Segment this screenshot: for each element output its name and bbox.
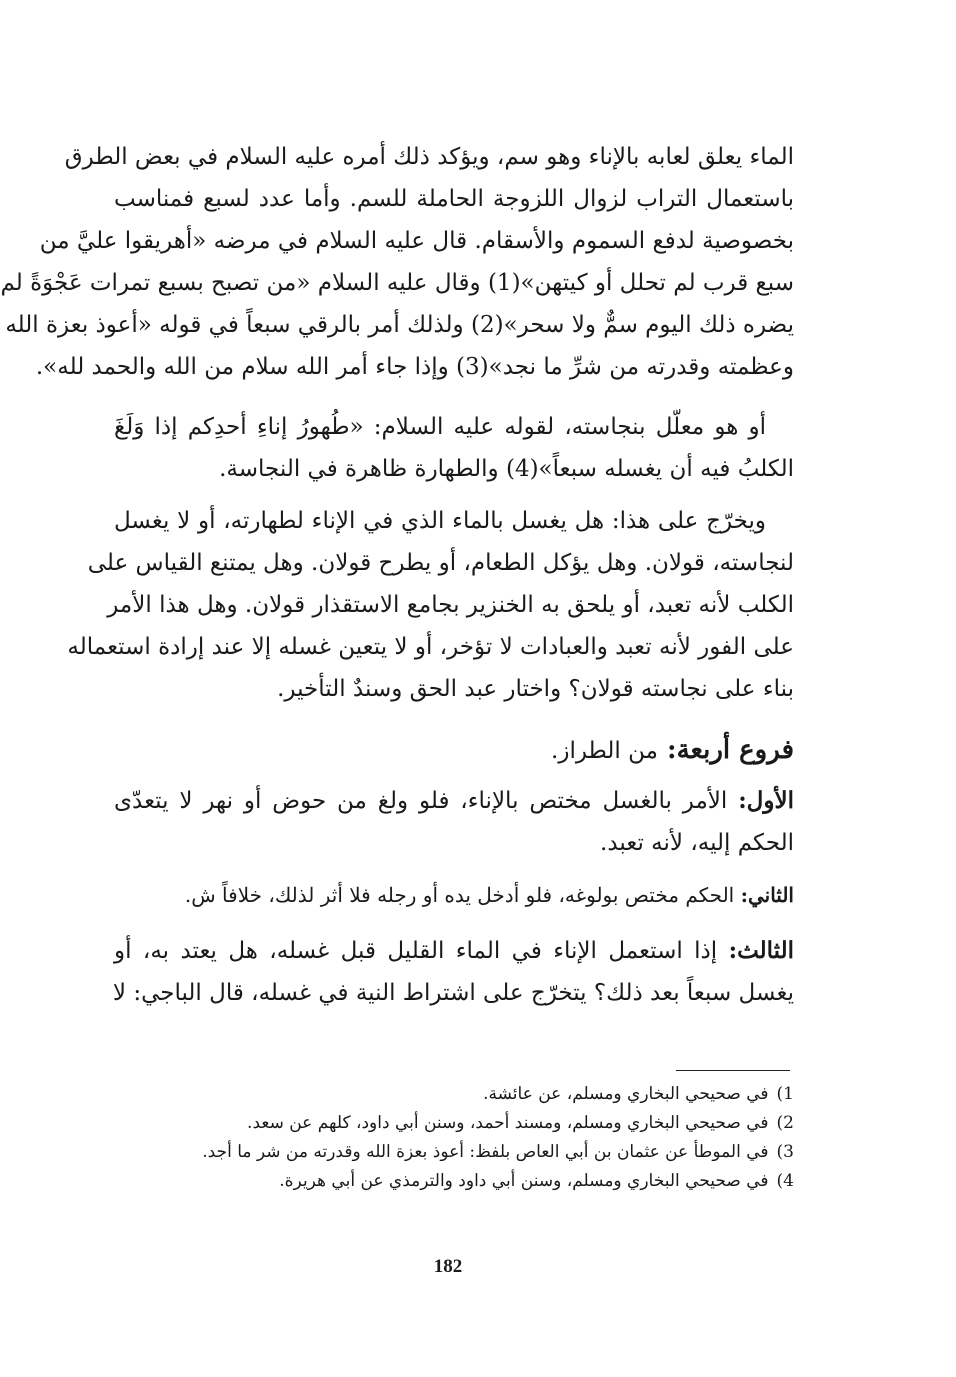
- text-line: بناء على نجاسته قولان؟ واختار عبد الحق وسندٌ التأخير.: [277, 676, 794, 702]
- branch-text: الأمر بالغسل مختص بالإناء، فلو ولغ من حوض أو نهر لا يتعدّى: [114, 788, 728, 814]
- text-line: يغسل سبعاً بعد ذلك؟ يتخرّج على اشتراط النية في غسله، قال الباجي: لا: [112, 980, 794, 1006]
- footnote-separator: [676, 1070, 790, 1071]
- paragraph-3: [67, 500, 794, 710]
- footnotes: [154, 1080, 794, 1196]
- text-line: [114, 780, 794, 822]
- branch-third: [114, 930, 794, 1014]
- footnote-1: [154, 1080, 794, 1109]
- footnote-4: [154, 1167, 794, 1196]
- branch-label: الثاني:: [740, 883, 794, 907]
- heading-source: من الطراز.: [551, 738, 658, 764]
- text-line: الحكم إليه، لأنه تعبد.: [600, 830, 794, 856]
- paragraph-2: [114, 406, 794, 490]
- branch-label: الأول:: [738, 787, 795, 814]
- footnote-text: في صحيحي البخاري ومسلم، عن عائشة.: [483, 1084, 769, 1104]
- branch-text: الحكم مختص بولوغه، فلو أدخل يده أو رجله فلا أثر لذلك، خلافاً ش.: [184, 883, 735, 907]
- text-line: الماء يعلق لعابه بالإناء وهو سم، ويؤكد ذلك أمره عليه السلام في بعض الطرق: [64, 144, 794, 170]
- footnote-number: 3): [776, 1142, 794, 1162]
- footnote-2: [154, 1109, 794, 1138]
- branch-text: إذا استعمل الإناء في الماء القليل قبل غسله، هل يعتد به، أو: [114, 938, 718, 964]
- text-line: يضره ذلك اليوم سمٌّ ولا سحر»(2) ولذلك أمر بالرقي سبعاً في قوله «أعوذ بعزة الله: [5, 312, 794, 338]
- footnote-3: [154, 1138, 794, 1167]
- text-line: على الفور لأنه تعبد والعبادات لا تؤخر، أو لا يتعين غسله إلا عند إرادة استعماله: [67, 634, 794, 660]
- branch-label: الثالث:: [728, 937, 795, 964]
- branch-first: [114, 780, 794, 864]
- heading-title: فروع أربعة:: [667, 735, 794, 765]
- text-line: الكلبُ فيه أن يغسله سبعاً»(4) والطهارة ظاهرة في النجاسة.: [219, 456, 794, 482]
- footnote-text: في صحيحي البخاري ومسلم، ومسند أحمد، وسنن أبي داود، كلهم عن سعد.: [247, 1113, 769, 1133]
- footnote-text: في صحيحي البخاري ومسلم، وسنن أبي داود والترمذي عن أبي هريرة.: [279, 1171, 769, 1191]
- footnote-number: 2): [776, 1113, 794, 1133]
- text-line: لنجاسته، قولان. وهل يؤكل الطعام، أو يطرح قولان. وهل يمتنع القياس على: [87, 550, 794, 576]
- text-line: الكلب لأنه تعبد، أو يلحق به الخنزير بجامع الاستقذار قولان. وهل هذا الأمر: [107, 592, 794, 618]
- section-heading: [551, 728, 794, 773]
- page-number: 182: [433, 1256, 463, 1277]
- text-line: [114, 930, 794, 972]
- text-line: بخصوصية لدفع السموم والأسقام. قال عليه السلام في مرضه «أهريقوا عليَّ من: [39, 228, 794, 254]
- paragraph-1: [0, 136, 794, 388]
- footnote-number: 1): [776, 1084, 794, 1104]
- footnote-text: في الموطأ عن عثمان بن أبي العاص بلفظ: أعوذ بعزة الله وقدرته من شر ما أجد.: [202, 1142, 769, 1162]
- text-line: أو هو معلّل بنجاسته، لقوله عليه السلام: «طُهورُ إناءِ أحدِكم إذا وَلَغَ: [114, 414, 766, 440]
- text-line: باستعمال التراب لزوال اللزوجة الحاملة للسم. وأما عدد لسبع فمناسب: [114, 186, 794, 212]
- text-line: سبع قرب لم تحلل أو كيتهن»(1) وقال عليه السلام «من تصبح بسبع تمرات عَجْوَةً لم: [0, 270, 794, 296]
- text-line: ويخرّج على هذا: هل يغسل بالماء الذي في الإناء لطهارته، أو لا يغسل: [114, 508, 766, 534]
- footnote-number: 4): [776, 1171, 794, 1191]
- branch-second: [114, 874, 794, 916]
- text-line: [114, 874, 794, 916]
- text-line: وعظمته وقدرته من شرِّ ما نجد»(3) وإذا جاء أمر الله سلام من الله والحمد لله».: [35, 354, 794, 380]
